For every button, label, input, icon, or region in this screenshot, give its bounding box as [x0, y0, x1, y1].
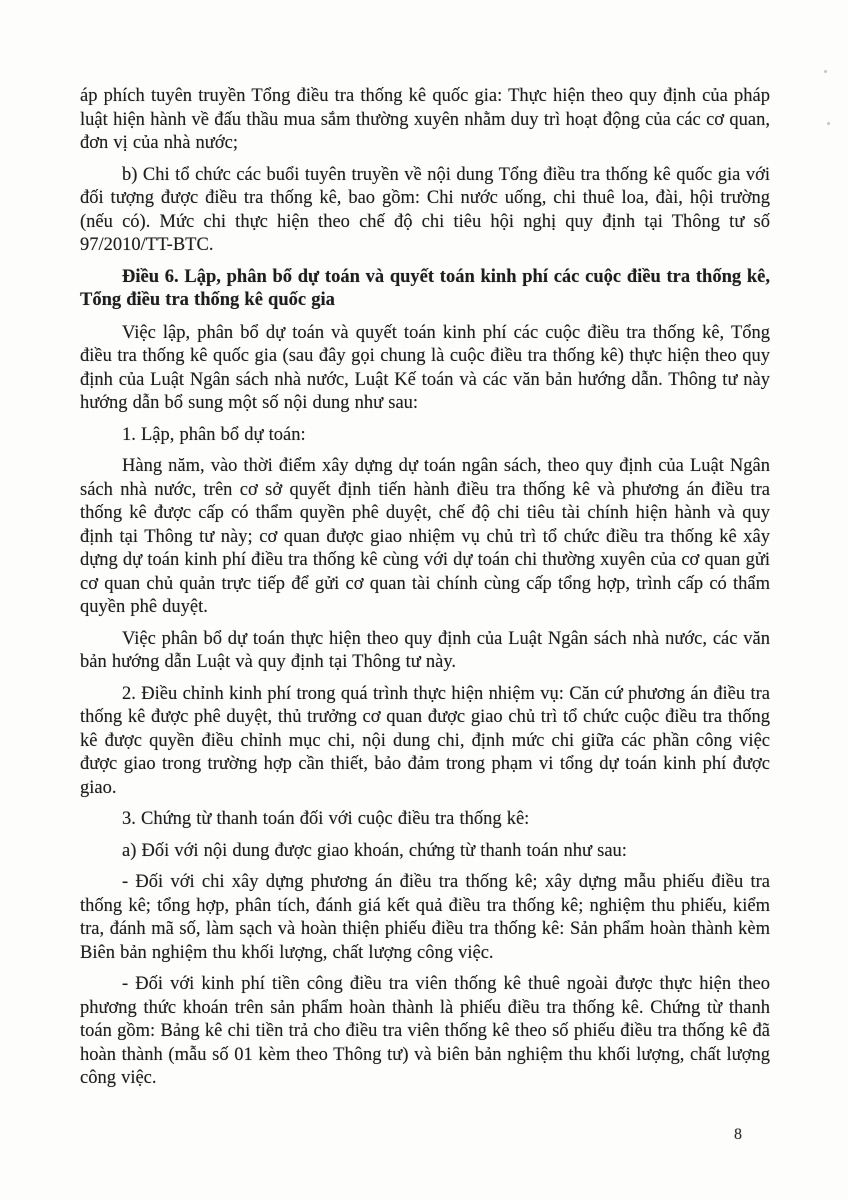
paragraph-article6-intro: Việc lập, phân bổ dự toán và quyết toán kinh phí các cuộc điều tra thống kê, Tổng điều tra thống kê quốc gia (sau đây gọi chung là cuộc điều tra thống kê) thực hiện theo quy định của Luật Ngân sách nhà nước, Luật Kế toán và các văn bản hướng dẫn. Thông tư này hướng dẫn bổ sung một số nội dung như sau:	[80, 322, 770, 413]
clause-1-allocation: Việc phân bổ dự toán thực hiện theo quy định của Luật Ngân sách nhà nước, các văn bản hướng dẫn Luật và quy định tại Thông tư này.	[80, 628, 770, 672]
body-text	[80, 85, 770, 1099]
clause-2: 2. Điều chỉnh kinh phí trong quá trình thực hiện nhiệm vụ: Căn cứ phương án điều tra thống kê được phê duyệt, thủ trưởng cơ quan được giao chủ trì tổ chức cuộc điều tra thống kê được quyền điều chỉnh mục chi, nội dung chi, định mức chi giữa các phần công việc được giao trong trường hợp cần thiết, bảo đảm trong phạm vi tổng dự toán kinh phí được giao.	[80, 683, 770, 798]
scan-speck	[824, 70, 827, 73]
scan-speck	[827, 122, 830, 125]
clause-1-heading: 1. Lập, phân bổ dự toán:	[122, 424, 306, 445]
clause-1-body: Hàng năm, vào thời điểm xây dựng dự toán ngân sách, theo quy định của Luật Ngân sách nhà nước, trên cơ sở quyết định tiến hành điều tra thống kê và phương án điều tra thống kê được cấp có thẩm quyền phê duyệt, chế độ chi tiêu tài chính hiện hành và quy định tại Thông tư này; cơ quan được giao nhiệm vụ chủ trì tổ chức điều tra thống kê xây dựng dự toán kinh phí điều tra thống kê cùng với dự toán chi thường xuyên của cơ quan gửi cơ quan chủ quản trực tiếp để gửi cơ quan tài chính cùng cấp tổng hợp, trình cấp có thẩm quyền phê duyệt.	[80, 456, 770, 617]
bullet-surveyor-wages: - Đối với kinh phí tiền công điều tra viên thống kê thuê ngoài được thực hiện theo phương thức khoán trên sản phẩm hoàn thành là phiếu điều tra thống kê. Chứng từ thanh toán gồm: Bảng kê chi tiền trả cho điều tra viên thống kê theo số phiếu điều tra thống kê đã hoàn thành (mẫu số 01 kèm theo Thông tư) và biên bản nghiệm thu khối lượng, chất lượng công việc.	[80, 974, 770, 1088]
paragraph-item-b: b) Chi tổ chức các buổi tuyên truyền về nội dung Tổng điều tra thống kê quốc gia với đối tượng được điều tra thống kê, bao gồm: Chi nước uống, chi thuê loa, đài, hội trường (nếu có). Mức chi thực hiện theo chế độ chi tiêu hội nghị quy định tại Thông tư số 97/2010/TT-BTC.	[80, 164, 770, 255]
paragraph-continuation: áp phích tuyên truyền Tổng điều tra thống kê quốc gia: Thực hiện theo quy định của pháp luật hiện hành về đấu thầu mua sắm thường xuyên nhằm duy trì hoạt động của các cơ quan, đơn vị của nhà nước;	[80, 86, 770, 153]
article-6-heading: Điều 6. Lập, phân bổ dự toán và quyết toán kinh phí các cuộc điều tra thống kê, Tổng điều tra thống kê quốc gia	[80, 266, 770, 310]
page-number: 8	[734, 1126, 742, 1143]
clause-3-heading: 3. Chứng từ thanh toán đối với cuộc điều tra thống kê:	[122, 809, 530, 829]
paragraph-item-a: a) Đối với nội dung được giao khoán, chứng từ thanh toán như sau:	[122, 840, 627, 861]
bullet-contracted-products: - Đối với chi xây dựng phương án điều tra thống kê; xây dựng mẫu phiếu điều tra thống kê; tổng hợp, phân tích, đánh giá kết quả điều tra thống kê; nghiệm thu phiếu, kiểm tra, đánh mã số, làm sạch và hoàn thiện phiếu điều tra thống kê: Sản phẩm hoàn thành kèm Biên bản nghiệm thu khối lượng, chất lượng công việc.	[80, 872, 770, 963]
